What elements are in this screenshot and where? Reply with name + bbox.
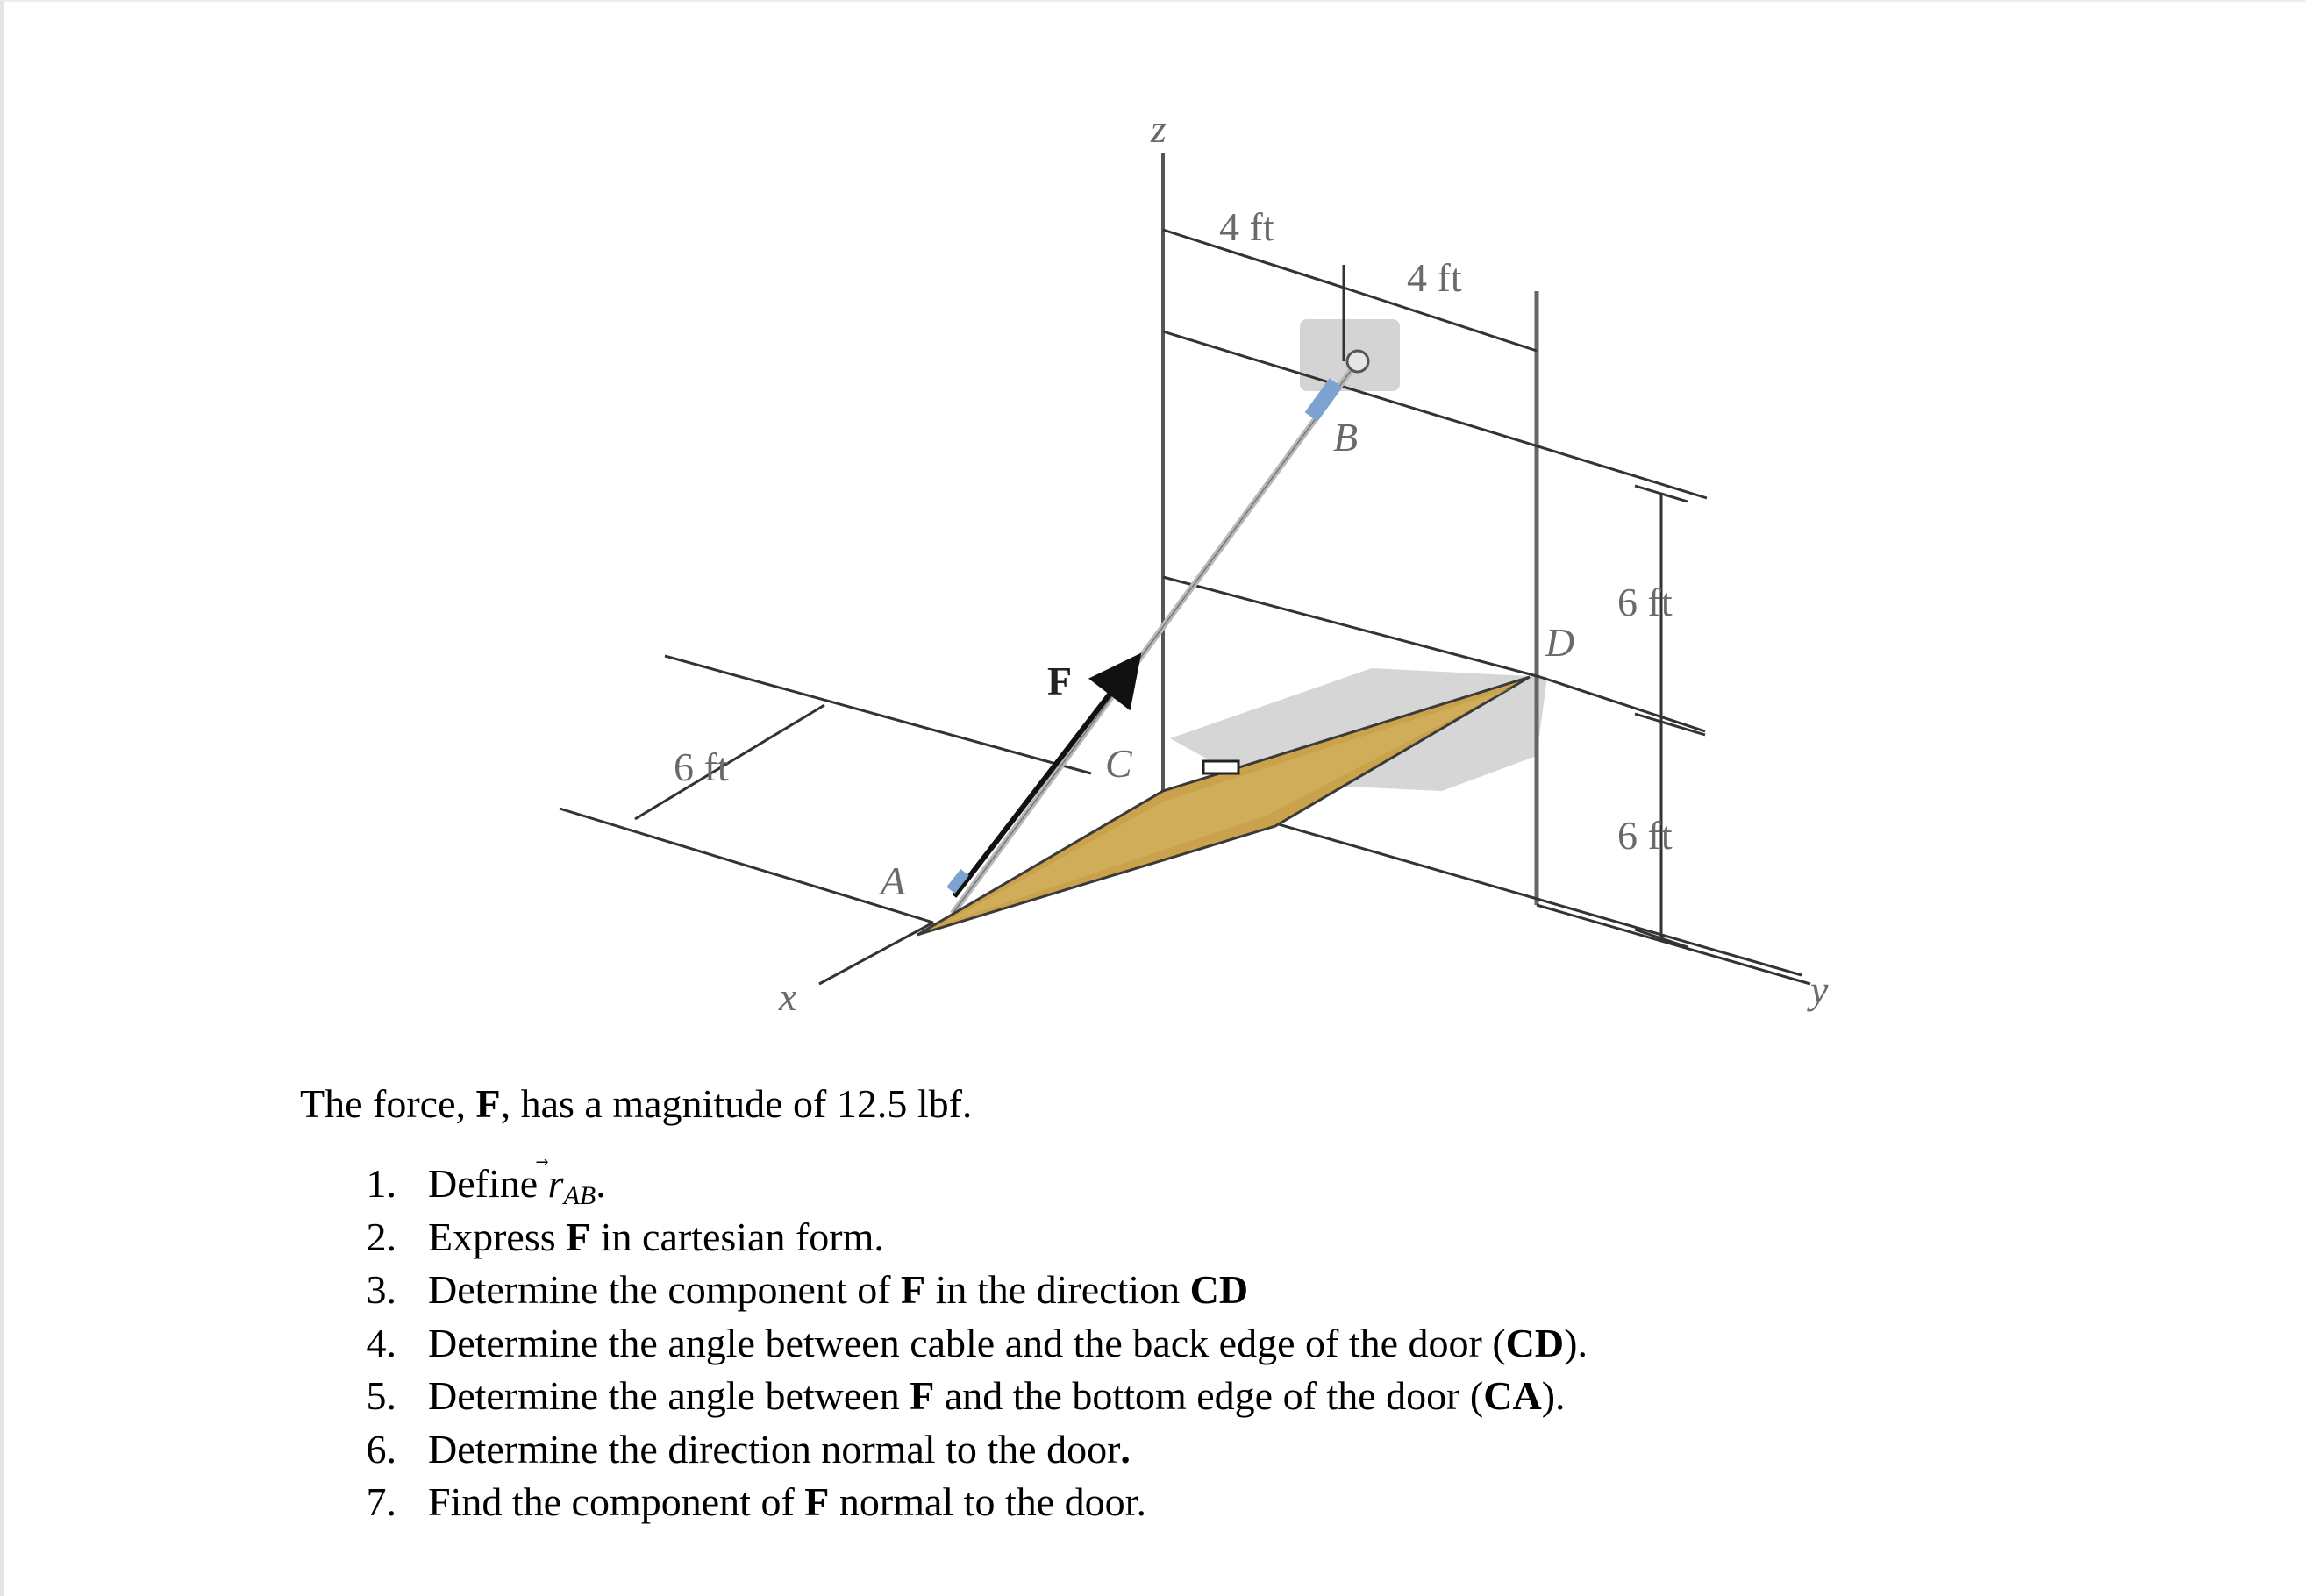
statement-bold: F <box>475 1081 501 1126</box>
label-z: z <box>1151 106 1167 151</box>
question-text: Define r $_{AB}$. <box>428 1161 606 1210</box>
question-number: 1. <box>366 1161 396 1206</box>
door-cable-figure <box>4 2 2305 1072</box>
door-hinge <box>1203 761 1238 773</box>
question-text: Determine the angle between F and the bottom edge of the door (CA). <box>428 1373 1566 1418</box>
dim-label-5: 6 ft <box>1617 813 1673 858</box>
problem-statement <box>300 1073 972 1135</box>
question-number: 4. <box>366 1320 396 1365</box>
statement-pre: The force, <box>300 1081 476 1126</box>
dim-label-1: 4 ft <box>1219 204 1274 249</box>
label-x: x <box>779 974 797 1019</box>
left-bottom-line <box>560 809 933 923</box>
question-number: 7. <box>366 1479 396 1524</box>
label-y: y <box>1810 967 1829 1012</box>
dim-6ft-left <box>635 705 824 819</box>
question-text: Determine the angle between cable and the back edge of the door (CD). <box>428 1320 1588 1365</box>
label-d: D <box>1545 620 1575 665</box>
wall-mid-edge <box>1163 577 1540 677</box>
dim-label-4: 6 ft <box>674 745 729 789</box>
question-number: 6. <box>366 1426 396 1471</box>
question-text: Find the component of F normal to the door. <box>428 1479 1146 1524</box>
question-text: Determine the direction normal to the door. <box>428 1426 1131 1471</box>
question-number: 3. <box>366 1267 396 1312</box>
label-c: C <box>1105 741 1132 786</box>
label-b: B <box>1333 415 1359 460</box>
left-top-line <box>665 656 1091 773</box>
y-axis <box>1537 905 1810 984</box>
dim-label-3: 6 ft <box>1617 580 1673 624</box>
question-text: Determine the component of F in the direction CD <box>428 1267 1249 1312</box>
x-axis <box>819 923 933 984</box>
question-number: 5. <box>366 1373 396 1418</box>
statement-post: , has a magnitude of 12.5 lbf. <box>500 1081 973 1126</box>
dim-label-2: 4 ft <box>1407 255 1462 300</box>
wall-top-edge <box>1163 331 1707 498</box>
vector-r-ab: r $_{AB}$ <box>547 1161 596 1210</box>
question-number: 2. <box>366 1214 396 1259</box>
label-a: A <box>881 859 906 903</box>
question-text: Express F in cartesian form. <box>428 1214 884 1259</box>
anchor-b <box>1347 351 1368 372</box>
wall-mid-ext <box>1540 677 1705 731</box>
label-f: F <box>1047 659 1073 703</box>
dim-vert-tick-mid <box>1635 714 1705 735</box>
